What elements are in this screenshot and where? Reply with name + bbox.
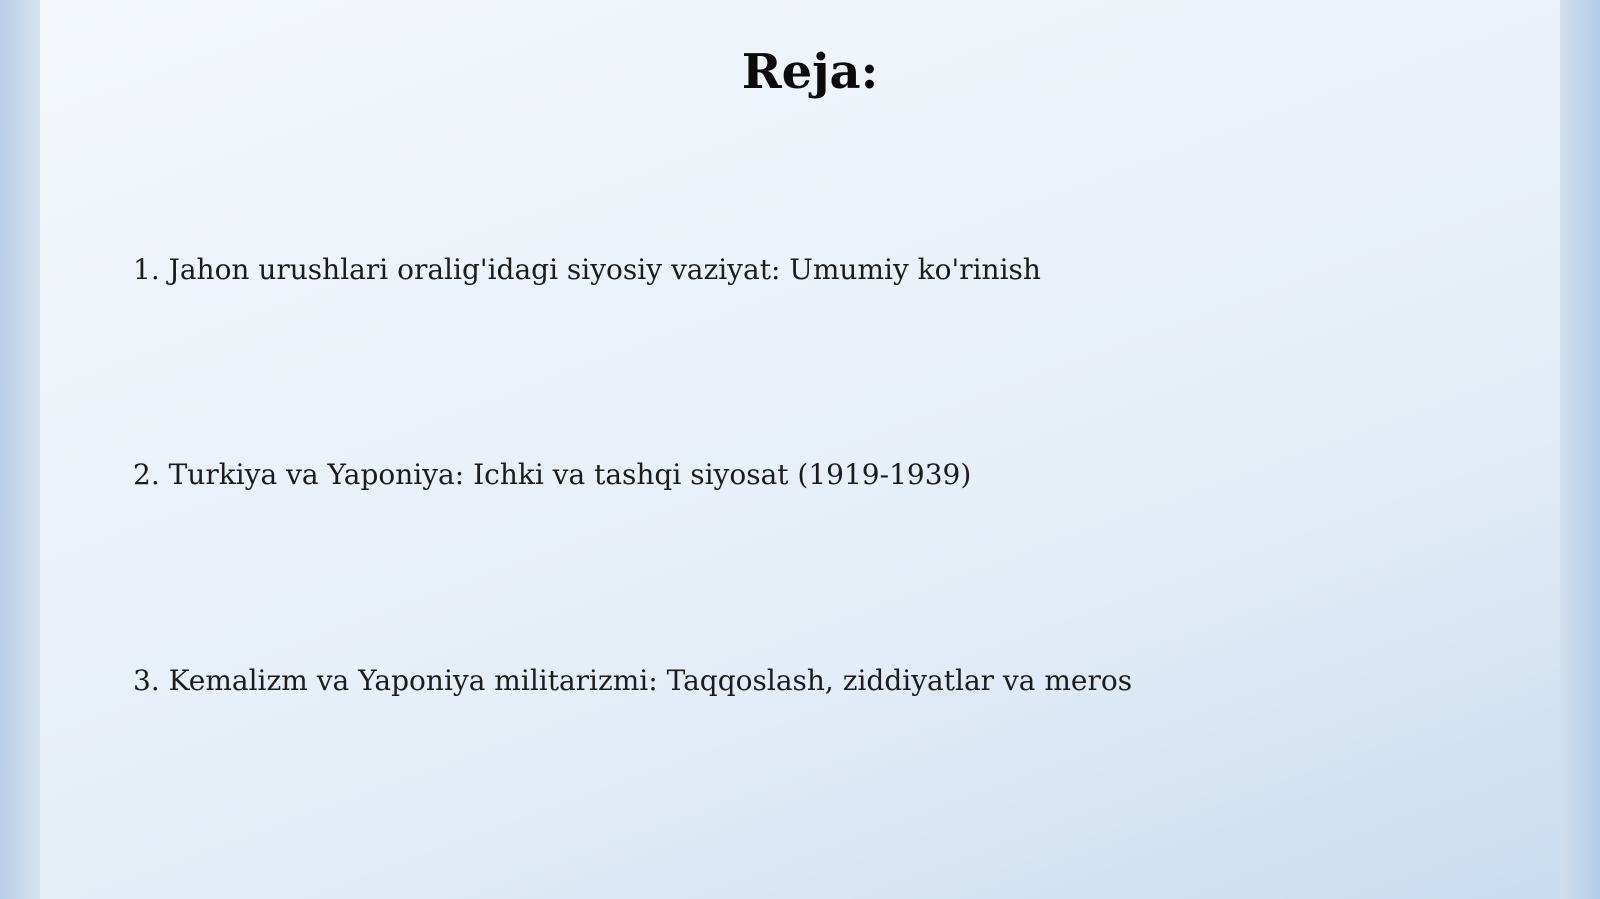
plan-item-3: 3. Kemalizm va Yaponiya militarizmi: Taqqoslash, ziddiyatlar va meros [133, 664, 1133, 697]
slide-title: Reja: [741, 44, 879, 100]
plan-item-1: 1. Jahon urushlari oralig'idagi siyosiy vaziyat: Umumiy ko'rinish [133, 253, 1041, 286]
slide [40, 0, 1560, 899]
plan-item-2: 2. Turkiya va Yaponiya: Ichki va tashqi siyosat (1919-1939) [133, 458, 972, 491]
